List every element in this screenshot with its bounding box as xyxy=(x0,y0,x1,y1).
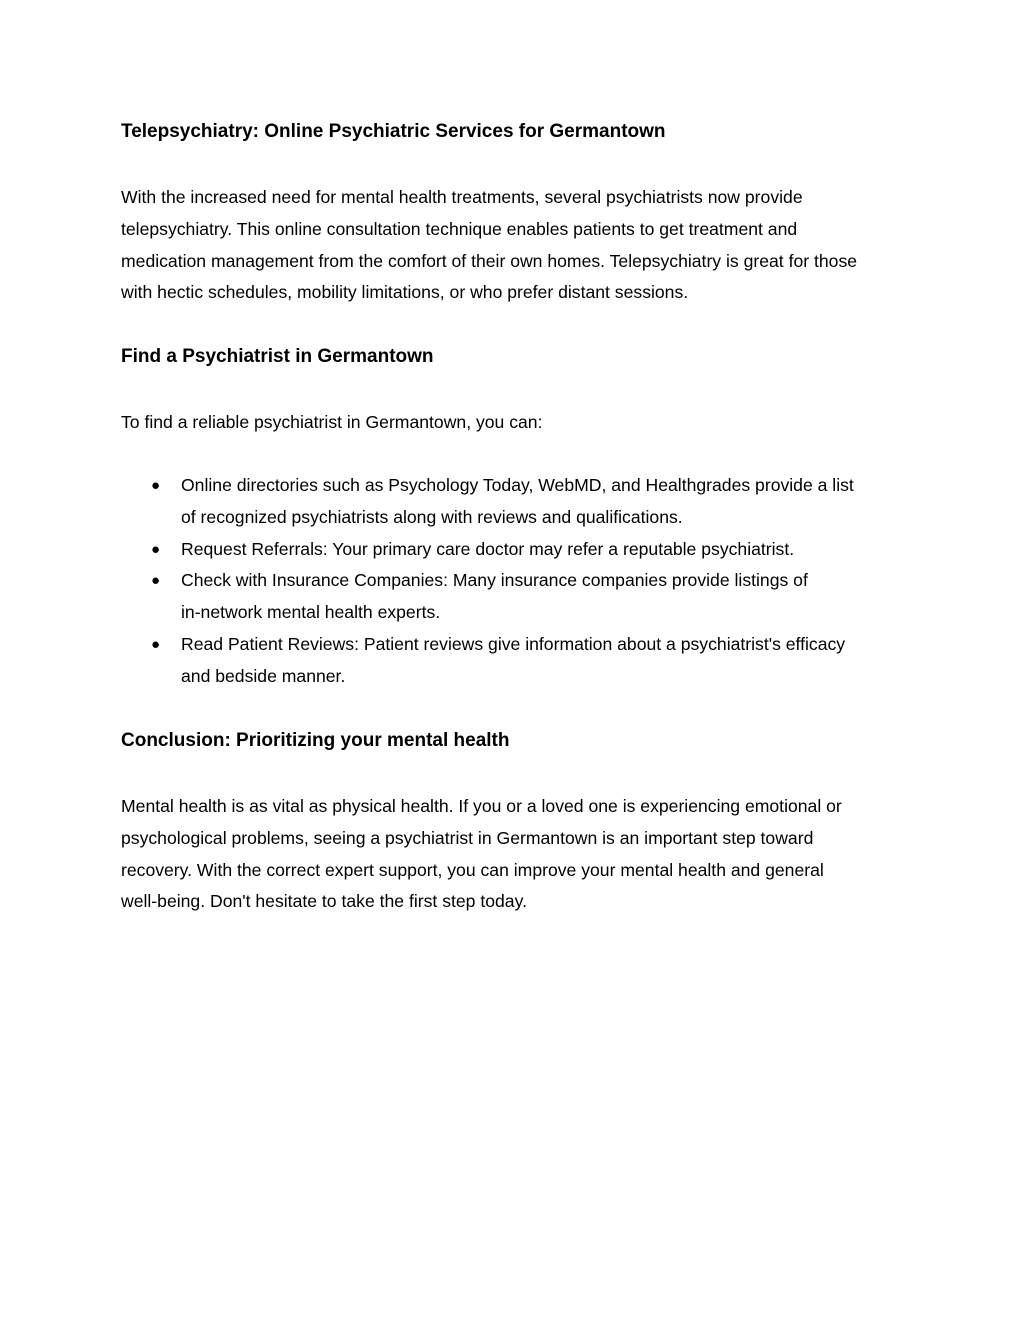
conclusion-paragraph xyxy=(121,791,842,918)
bullet-icon: ● xyxy=(151,635,161,653)
list-item xyxy=(121,534,854,566)
paragraph-line: with hectic schedules, mobility limitations, or who prefer distant sessions. xyxy=(121,282,689,303)
telepsychiatry-paragraph xyxy=(121,182,857,309)
list-item-line: Read Patient Reviews: Patient reviews give information about a psychiatrist's efficacy xyxy=(181,633,846,654)
list-item xyxy=(121,470,854,534)
psychiatrist-search-list xyxy=(121,470,854,693)
find-intro-paragraph xyxy=(121,407,542,439)
paragraph-line: With the increased need for mental health treatments, several psychiatrists now provide xyxy=(121,187,803,207)
paragraph-line: To find a reliable psychiatrist in Germantown, you can: xyxy=(121,412,543,432)
list-item-line: Request Referrals: Your primary care doctor may refer a reputable psychiatrist. xyxy=(181,538,795,559)
list-item-line: of recognized psychiatrists along with reviews and qualifications. xyxy=(181,506,683,527)
section-heading-telepsychiatry: Telepsychiatry: Online Psychiatric Services for Germantown xyxy=(121,121,666,142)
paragraph-line: Mental health is as vital as physical health. If you or a loved one is experiencing emotional or xyxy=(121,796,842,816)
list-item-line: in-network mental health experts. xyxy=(181,602,441,623)
paragraph-line: recovery. With the correct expert support, you can improve your mental health and general xyxy=(121,859,824,880)
list-item-line: Online directories such as Psychology Today, WebMD, and Healthgrades provide a list xyxy=(181,475,854,495)
list-item-line: and bedside manner. xyxy=(181,665,346,686)
section-heading-find-psychiatrist: Find a Psychiatrist in Germantown xyxy=(121,346,434,367)
bullet-icon: ● xyxy=(151,540,161,558)
paragraph-line: telepsychiatry. This online consultation technique enables patients to get treatment and xyxy=(121,218,798,239)
section-heading-conclusion: Conclusion: Prioritizing your mental health xyxy=(121,730,510,751)
paragraph-line: psychological problems, seeing a psychiatrist in Germantown is an important step toward xyxy=(121,827,814,848)
bullet-icon: ● xyxy=(151,477,161,494)
list-item xyxy=(121,629,854,693)
paragraph-line: well-being. Don't hesitate to take the first step today. xyxy=(121,891,527,912)
paragraph-line: medication management from the comfort of their own homes. Telepsychiatry is great for those xyxy=(121,250,858,271)
list-item-line: Check with Insurance Companies: Many insurance companies provide listings of xyxy=(181,570,808,591)
list-item xyxy=(121,565,854,629)
bullet-icon: ● xyxy=(151,572,161,590)
